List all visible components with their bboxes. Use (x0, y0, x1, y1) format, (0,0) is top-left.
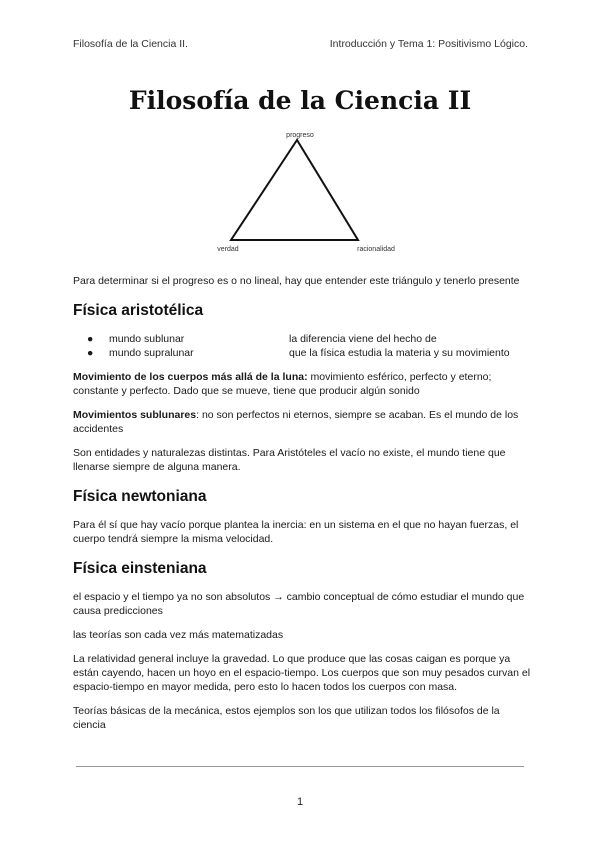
list-item-text: mundo supralunar (109, 347, 194, 359)
aristotelica-list (73, 332, 533, 360)
footer-divider (76, 766, 524, 767)
list-item-text: mundo sublunar (109, 333, 185, 345)
running-header-right: Introducción y Tema 1: Positivismo Lógico. (329, 38, 528, 50)
list-item (73, 346, 533, 360)
list-item-note: que la física estudia la materia y su movimiento (289, 347, 510, 359)
paragraph-relatividad: La relatividad general incluye la gravedad. Lo que produce que las cosas caigan es porque ya están cayendo, hacen un hoyo en el espacio-tiempo. Los cuerpos que son muy pesados curvan el espacio-tiempo en mayor medida, pero esto lo hacen todos los cuerpos con masa. (73, 653, 531, 693)
paragraph-mecanica: Teorías básicas de la mecánica, estos ejemplos son los que utilizan todos los filósofos de la ciencia (73, 705, 500, 731)
paragraph-teorias: las teorías son cada vez más matematizadas (73, 629, 284, 641)
document-title: Filosofía de la Ciencia II (128, 86, 472, 115)
running-header-left: Filosofía de la Ciencia II. (73, 38, 188, 50)
paragraph-text: movimiento esférico, perfecto y eterno; constante y perfecto. Dado que se mueve, tiene que producir algún sonido (73, 371, 492, 397)
paragraph-text: : no son perfectos ni eternos, siempre se acaban. Es el mundo de los accidentes (73, 409, 519, 435)
label-verdad: verdad (217, 246, 239, 253)
paragraph-sublunares (73, 408, 533, 436)
page-number: 1 (296, 796, 304, 808)
bullet-icon: ● (87, 333, 94, 345)
heading-fisica-einsteniana: Física einsteniana (73, 560, 207, 577)
list-item-note: la diferencia viene del hecho de (289, 333, 437, 345)
paragraph-espacio-tiempo: el espacio y el tiempo ya no son absolutos → cambio conceptual de cómo estudiar el mundo que causa predicciones (73, 591, 525, 617)
paragraph-movimiento-luna (73, 370, 533, 398)
bullet-icon: ● (87, 347, 94, 359)
intro-paragraph: Para determinar si el progreso es o no lineal, hay que entender este triángulo y tenerlo presente (73, 275, 520, 287)
triangle-shape (231, 140, 358, 240)
label-racionalidad: racionalidad (357, 246, 395, 253)
paragraph-newton: Para él sí que hay vacío porque plantea la inercia: en un sistema en el que no hayan fuerzas, el cuerpo tendrá siempre la misma velocidad. (73, 519, 519, 545)
main-content (73, 274, 533, 732)
paragraph-entidades: Son entidades y naturalezas distintas. Para Aristóteles el vacío no existe, el mundo tiene que llenarse siempre de alguna manera. (73, 447, 506, 473)
bold-lead: Movimientos sublunares (73, 409, 197, 421)
heading-fisica-aristotelica: Física aristotélica (73, 302, 204, 319)
bold-lead: Movimiento de los cuerpos más allá de la luna: (73, 371, 308, 383)
heading-fisica-newtoniana: Física newtoniana (73, 488, 207, 505)
triangle-diagram (200, 128, 420, 258)
label-progreso: progreso (286, 132, 314, 139)
list-item (73, 332, 533, 346)
